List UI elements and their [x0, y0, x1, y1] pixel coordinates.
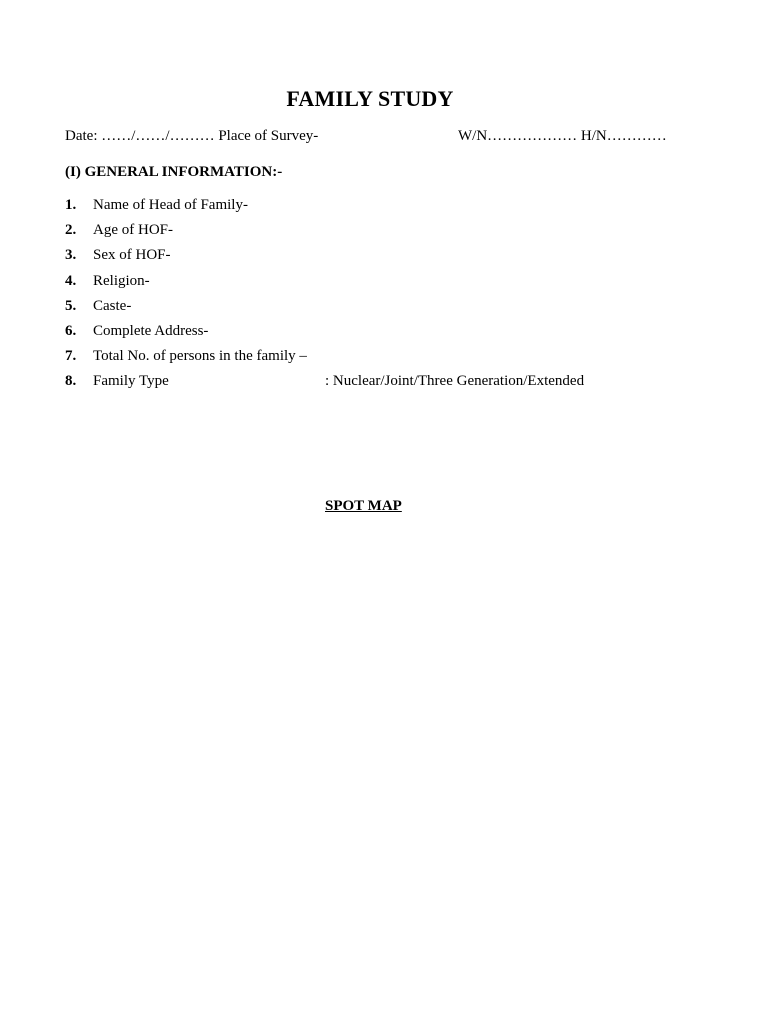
- page-title: FAMILY STUDY: [286, 86, 454, 111]
- item-number: 1.: [65, 197, 77, 213]
- item-label: Sex of HOF-: [93, 247, 171, 263]
- form-item-sex-of-hof: [65, 247, 171, 264]
- item-label: Caste-: [93, 298, 132, 314]
- item-label: Family Type: [93, 373, 169, 389]
- ward-house-number-line: W/N……………… H/N…………: [458, 128, 667, 144]
- form-item-name-of-head: [65, 197, 248, 214]
- item-number: 4.: [65, 273, 77, 289]
- form-item-family-type: [65, 373, 585, 390]
- family-type-options: : Nuclear/Joint/Three Generation/Extended: [325, 373, 585, 389]
- form-item-age-of-hof: [65, 222, 173, 239]
- item-number: 8.: [65, 373, 77, 389]
- form-item-total-persons: [65, 348, 307, 365]
- spot-map-heading: SPOT MAP: [325, 498, 402, 514]
- item-number: 6.: [65, 323, 77, 339]
- item-label: Total No. of persons in the family –: [93, 348, 307, 364]
- item-number: 2.: [65, 222, 77, 238]
- item-label: Religion-: [93, 273, 150, 289]
- general-information-heading: (I) GENERAL INFORMATION:-: [65, 164, 283, 180]
- form-item-complete-address: [65, 323, 208, 340]
- item-label: Age of HOF-: [93, 222, 173, 238]
- item-number: 7.: [65, 348, 77, 364]
- form-item-religion: [65, 273, 150, 290]
- date-place-of-survey-line: Date: ……/……/……… Place of Survey-: [65, 128, 319, 144]
- item-label: Name of Head of Family-: [93, 197, 248, 213]
- item-label: Complete Address-: [93, 323, 209, 339]
- form-item-caste: [65, 298, 131, 315]
- item-number: 3.: [65, 247, 77, 263]
- item-number: 5.: [65, 298, 77, 314]
